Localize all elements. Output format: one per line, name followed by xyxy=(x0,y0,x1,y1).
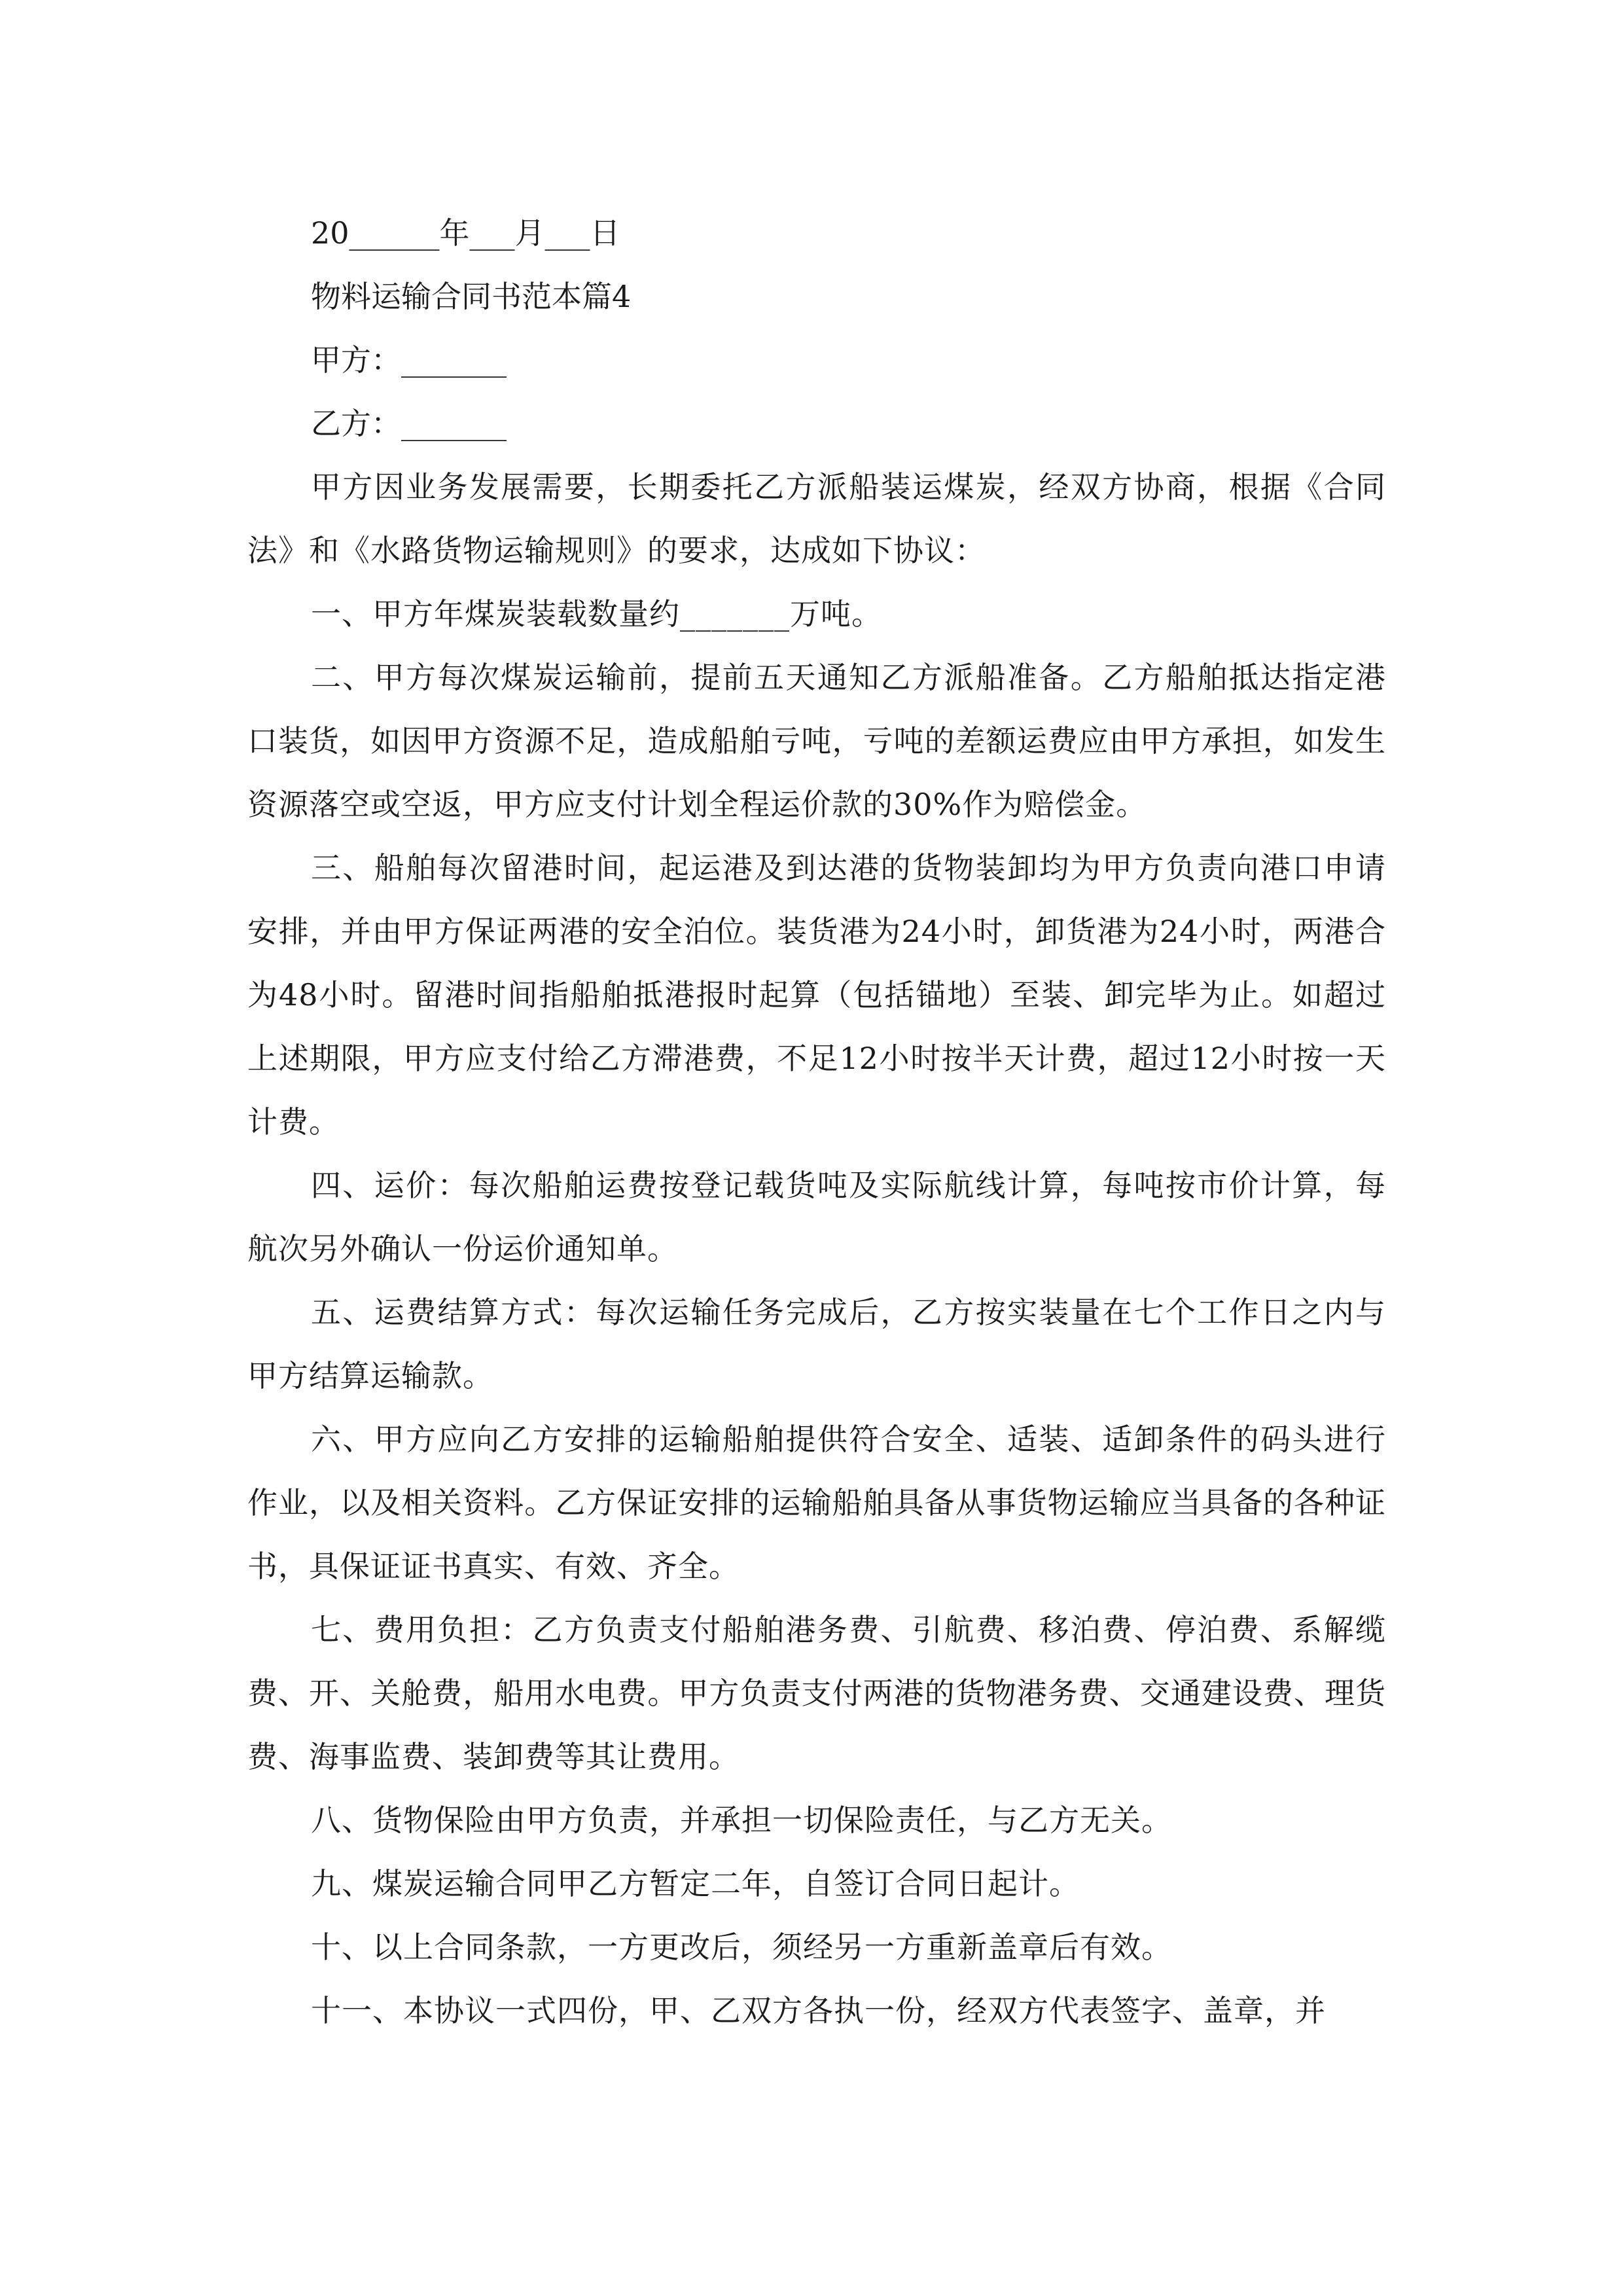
clause-2: 二、甲方每次煤炭运输前，提前五天通知乙方派船准备。乙方船舶抵达指定港口装货，如因甲方资源不足，造成船舶亏吨，亏吨的差额运费应由甲方承担，如发生资源落空或空返，甲方应支付计划全程运价款的30%作为赔偿金。 xyxy=(247,660,1386,822)
clause-10: 十、以上合同条款，一方更改后，须经另一方重新盖章后有效。 xyxy=(311,1929,1172,1965)
clause-5: 五、运费结算方式：每次运输任务完成后，乙方按实装量在七个工作日之内与甲方结算运输款。 xyxy=(247,1295,1386,1393)
clause-1: 一、甲方年煤炭装载数量约_______万吨。 xyxy=(311,596,882,632)
clause-6: 六、甲方应向乙方安排的运输船舶提供符合安全、适装、适卸条件的码头进行作业，以及相关资料。乙方保证安排的运输船舶具备从事货物运输应当具备的各种证书，具保证证书真实、有效、齐全。 xyxy=(247,1422,1386,1584)
document-body xyxy=(247,202,1386,2043)
party-a-line: 甲方：_______ xyxy=(311,342,507,378)
date-line: 20______年___月___日 xyxy=(311,215,620,251)
clause-9: 九、煤炭运输合同甲乙方暂定二年，自签订合同日起计。 xyxy=(311,1866,1080,1901)
clause-4: 四、运价：每次船舶运费按登记载货吨及实际航线计算，每吨按市价计算，每航次另外确认一份运价通知单。 xyxy=(247,1168,1386,1266)
intro-paragraph: 甲方因业务发展需要，长期委托乙方派船装运煤炭，经双方协商，根据《合同法》和《水路货物运输规则》的要求，达成如下协议： xyxy=(247,469,1386,568)
clause-7: 七、费用负担：乙方负责支付船舶港务费、引航费、移泊费、停泊费、系解缆费、开、关舱费，船用水电费。甲方负责支付两港的货物港务费、交通建设费、理货费、海事监费、装卸费等其让费用。 xyxy=(247,1612,1386,1774)
clause-11: 十一、本协议一式四份，甲、乙双方各执一份，经双方代表签字、盖章，并 xyxy=(311,1993,1326,2028)
section-title: 物料运输合同书范本篇4 xyxy=(311,279,632,314)
clause-8: 八、货物保险由甲方负责，并承担一切保险责任，与乙方无关。 xyxy=(311,1803,1172,1838)
clause-3: 三、船舶每次留港时间，起运港及到达港的货物装卸均为甲方负责向港口申请安排，并由甲方保证两港的安全泊位。装货港为24小时，卸货港为24小时，两港合为48小时。留港时间指船舶抵港报时起算（包括锚地）至装、卸完毕为止。如超过上述期限，甲方应支付给乙方滞港费，不足12小时按半天计费，超过12小时按一天计费。 xyxy=(247,850,1386,1139)
party-b-line: 乙方：_______ xyxy=(311,406,507,441)
